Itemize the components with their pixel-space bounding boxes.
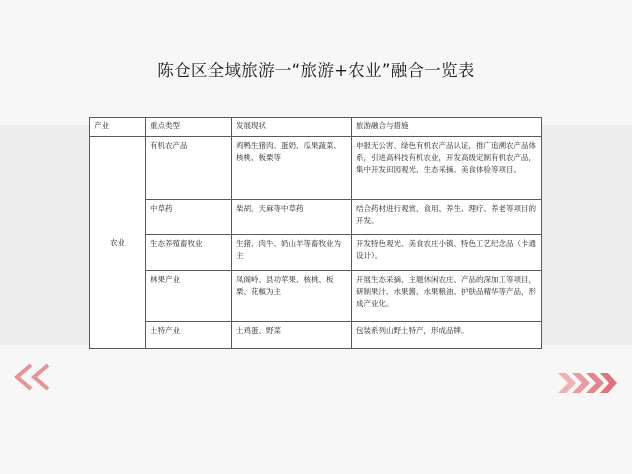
header-key-type: 重点类型 bbox=[146, 118, 232, 137]
measures-cell: 包装系列山野土特产，形成品牌。 bbox=[352, 321, 542, 348]
table-row bbox=[90, 199, 542, 234]
header-industry: 产业 bbox=[90, 118, 146, 137]
type-cell: 土特产业 bbox=[146, 321, 232, 348]
status-cell: 鸡鸭生猪肉、蛋奶、瓜果蔬菜、核桃、板栗等 bbox=[232, 137, 352, 200]
table-header-row bbox=[90, 118, 542, 137]
prev-page-button[interactable] bbox=[12, 362, 54, 392]
type-cell: 林果产业 bbox=[146, 271, 232, 321]
measures-cell: 开展生态采摘、主题休闲农庄、产品的深加工等项目，研制果汁、水果酱、水果粮油、护肤品精华等产品，形成产业化。 bbox=[352, 271, 542, 321]
status-cell: 凤阁岭、县功苹果、核桃、板栗、花椒为主 bbox=[232, 271, 352, 321]
table-row bbox=[90, 234, 542, 270]
bottom-band bbox=[0, 345, 632, 474]
fusion-table bbox=[89, 117, 542, 349]
status-cell: 土鸡蛋、野菜 bbox=[232, 321, 352, 348]
measures-cell: 结合药材进行观赏、食用、养生、理疗、养老等项目的开发。 bbox=[352, 199, 542, 234]
industry-cell: 农业 bbox=[90, 137, 146, 349]
type-cell: 中草药 bbox=[146, 199, 232, 234]
status-cell: 柴胡、天麻等中草药 bbox=[232, 199, 352, 234]
table-row bbox=[90, 321, 542, 348]
status-cell: 生猪、肉牛、奶山羊等畜牧业为主 bbox=[232, 234, 352, 270]
header-status: 发展现状 bbox=[232, 118, 352, 137]
triple-chevron-right-icon bbox=[556, 371, 618, 395]
double-chevron-left-icon bbox=[12, 362, 54, 392]
next-page-button[interactable] bbox=[556, 371, 618, 395]
measures-cell: 开发特色观光、美食农庄小镇、特色工艺纪念品（卡通设计）。 bbox=[352, 234, 542, 270]
header-measures: 旅游融合与措施 bbox=[352, 118, 542, 137]
type-cell: 有机农产品 bbox=[146, 137, 232, 200]
measures-cell: 申报无公害、绿色有机农产品认证，推广追溯农产品体系，引进高科技有机农业，开发高级定制有机农产品，集中开发田园观光、生态采摘、美食体验等项目。 bbox=[352, 137, 542, 200]
page-title: 陈仓区全域旅游一“旅游+农业”融合一览表 bbox=[157, 61, 475, 80]
type-cell: 生态养殖畜牧业 bbox=[146, 234, 232, 270]
table-row bbox=[90, 137, 542, 200]
table-row bbox=[90, 271, 542, 321]
